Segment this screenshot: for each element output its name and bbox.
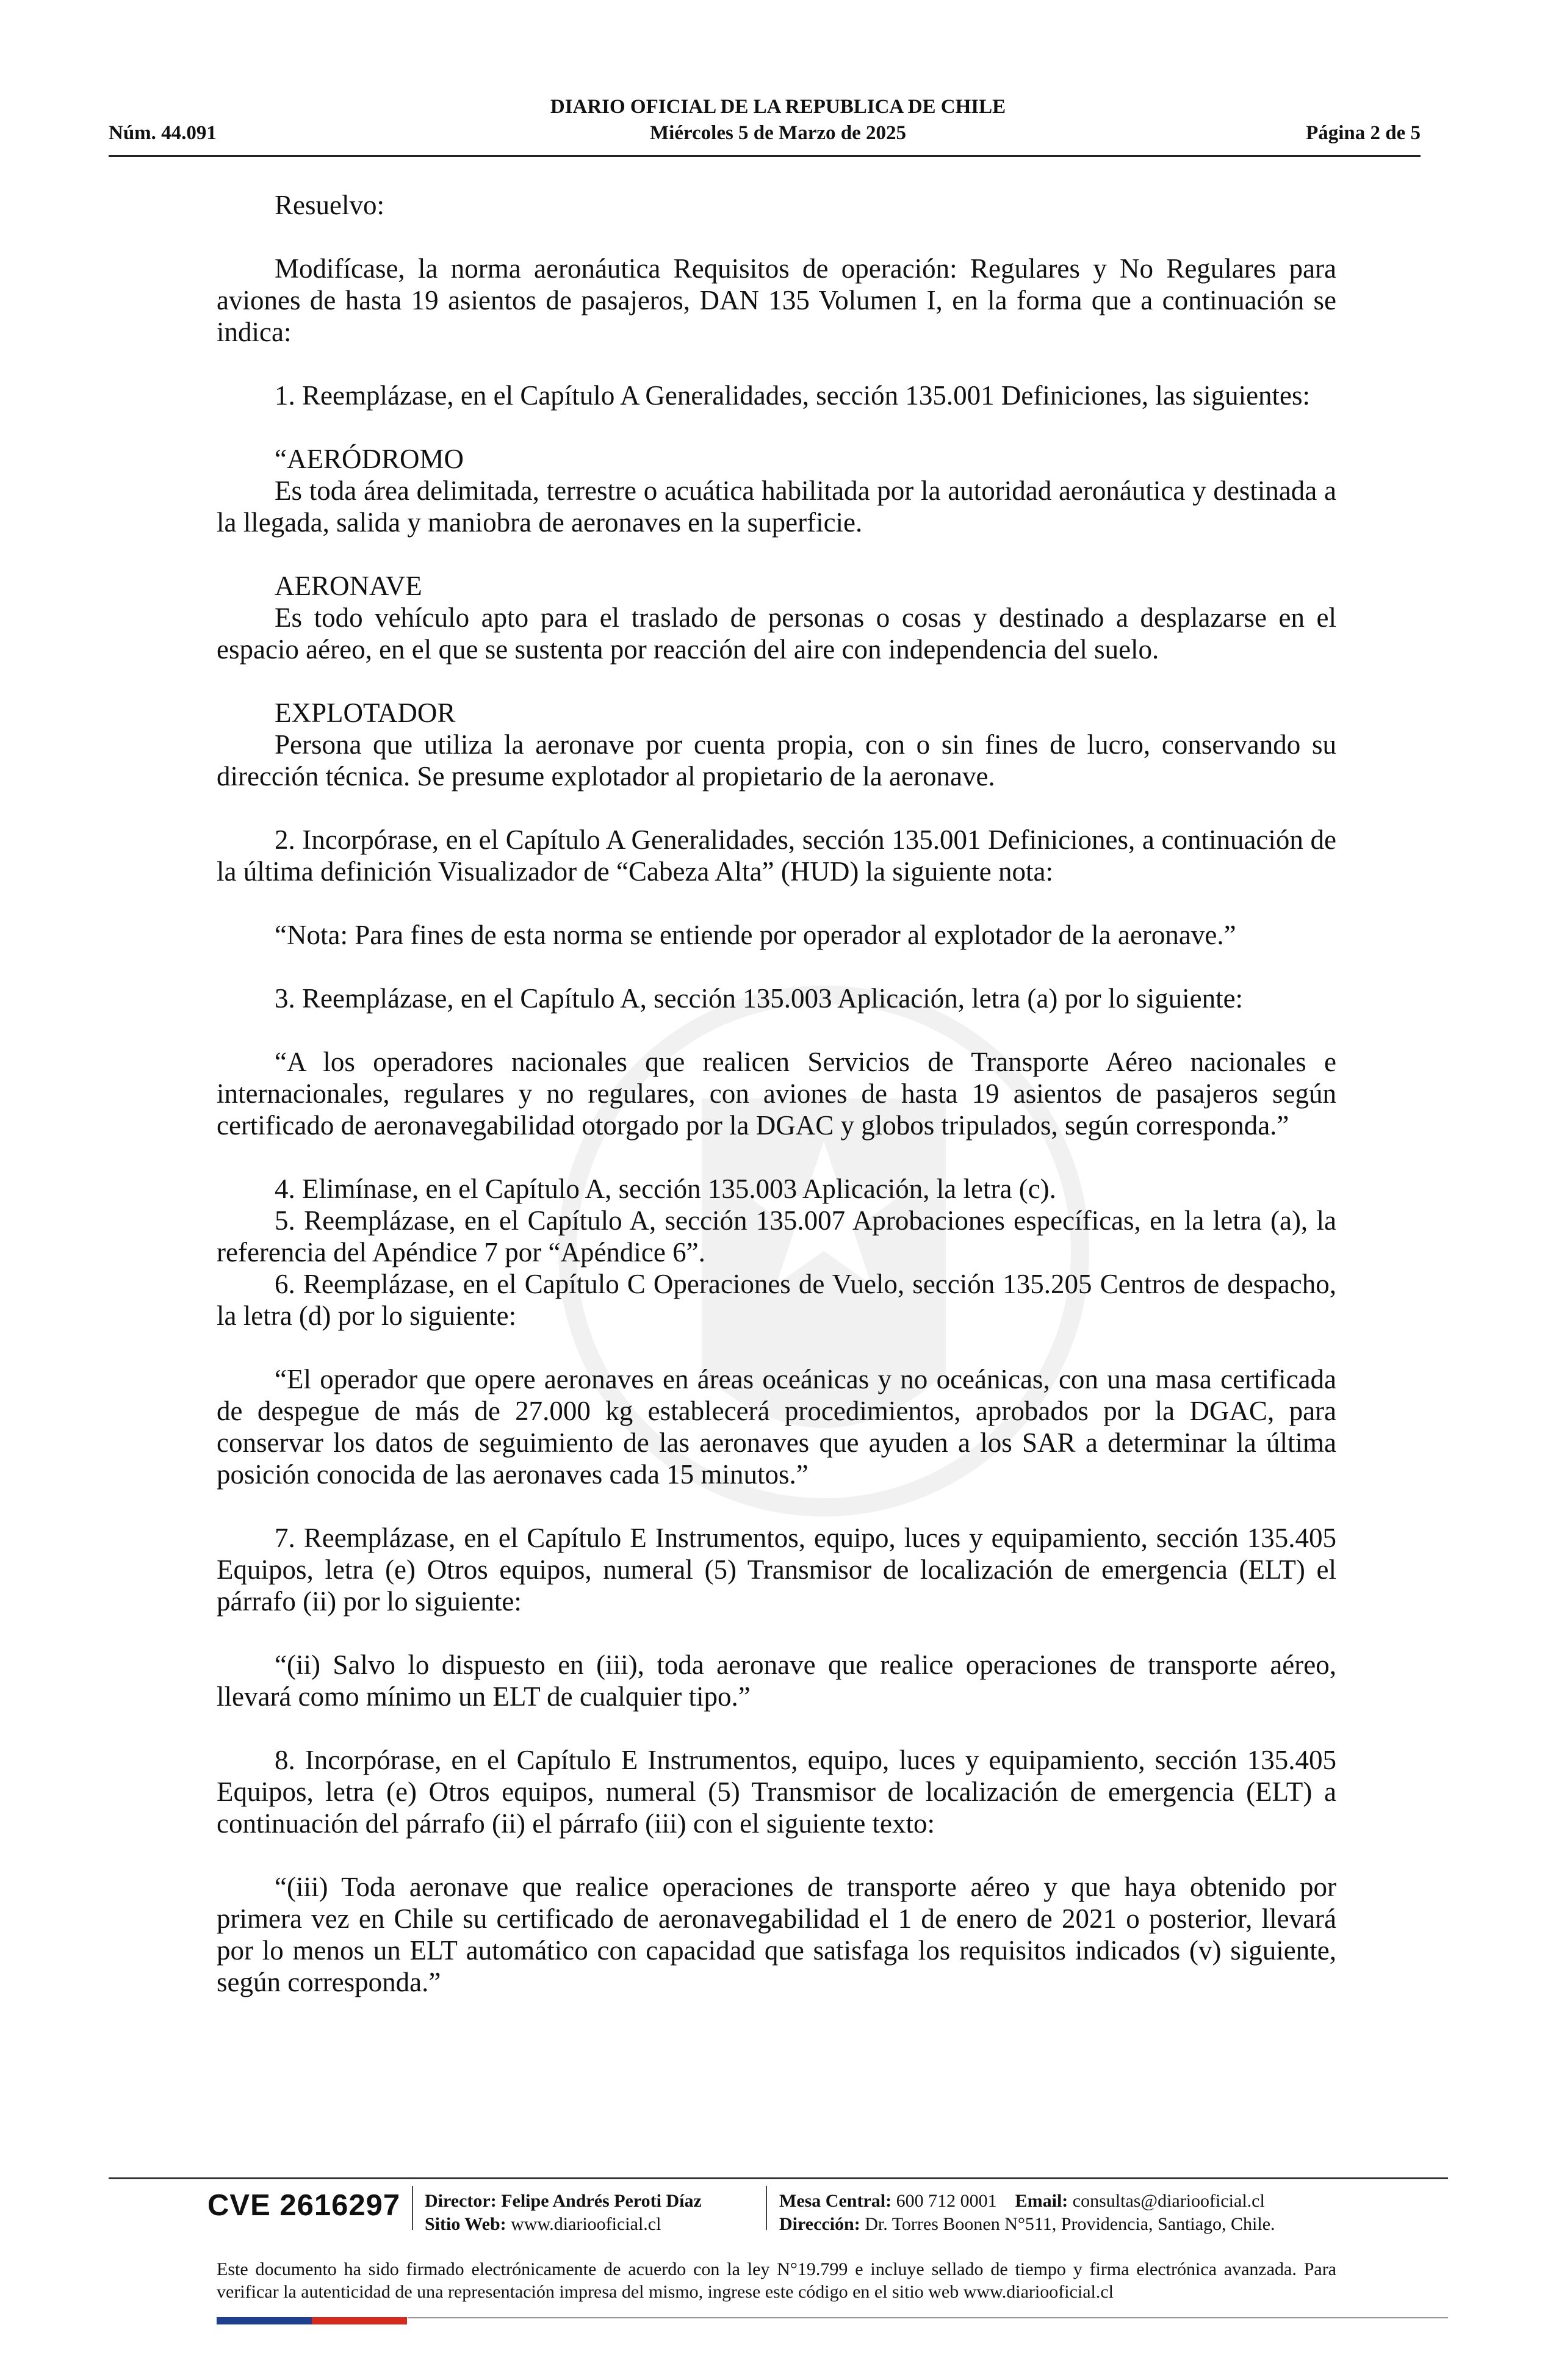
page-indicator: Página 2 de 5 bbox=[1306, 122, 1421, 144]
director-name: Felipe Andrés Peroti Díaz bbox=[501, 2191, 702, 2211]
flag-blue-segment bbox=[217, 2317, 312, 2324]
item-7-quote: “(ii) Salvo lo dispuesto en (iii), toda aeronave que realice operaciones de transporte aéreo, llevará como mínimo un ELT de cualquier tipo.” bbox=[217, 1650, 1336, 1712]
bottom-rule bbox=[408, 2317, 1448, 2318]
publication-title: DIARIO OFICIAL DE LA REPUBLICA DE CHILE bbox=[550, 96, 1006, 118]
footer-divider bbox=[109, 2177, 1448, 2179]
legal-notice: Este documento ha sido firmado electrónicamente de acuerdo con la ley N°19.799 e incluye sellado de tiempo y firma electrónica avanzada. Para verificar la autenticidad de una representación impresa del mismo, ingrese este código en el sitio web www.diariooficial.cl bbox=[217, 2259, 1336, 2302]
footer-contact-block bbox=[779, 2190, 1275, 2236]
item-5: 5. Reemplázase, en el Capítulo A, sección 135.007 Aprobaciones específicas, en la letra (a), la referencia del Apéndice 7 por “Apéndice 6”. bbox=[217, 1205, 1336, 1268]
cve-code: CVE 2616297 bbox=[207, 2189, 401, 2222]
header-divider bbox=[109, 155, 1421, 157]
item-7: 7. Reemplázase, en el Capítulo E Instrumentos, equipo, luces y equipamiento, sección 135.405 Equipos, letra (e) Otros equipos, numeral (5) Transmisor de localización de emergencia (ELT) el párrafo (ii) por lo siguiente: bbox=[217, 1523, 1336, 1617]
footer-director-block bbox=[425, 2190, 702, 2236]
issue-number: Núm. 44.091 bbox=[109, 122, 217, 144]
item-1: 1. Reemplázase, en el Capítulo A Generalidades, sección 135.001 Definiciones, las siguientes: bbox=[275, 380, 1311, 411]
document-body bbox=[217, 189, 1336, 1998]
site-label: Sitio Web: bbox=[425, 2214, 506, 2234]
address-value: Dr. Torres Boonen N°511, Providencia, Santiago, Chile. bbox=[865, 2214, 1275, 2234]
footer-separator bbox=[766, 2186, 767, 2230]
item-3-quote: “A los operadores nacionales que realicen Servicios de Transporte Aéreo nacionales e internacionales, regulares y no regulares, con aviones de hasta 19 asientos de pasajeros según certificado de aeronavegabilidad otorgado por la DGAC y globos tripulados, según corresponda.” bbox=[217, 1047, 1336, 1141]
item-4: 4. Elimínase, en el Capítulo A, sección 135.003 Aplicación, la letra (c). bbox=[275, 1174, 1056, 1204]
definition-text: Persona que utiliza la aeronave por cuenta propia, con o sin fines de lucro, conservando su dirección técnica. Se presume explotador al propietario de la aeronave. bbox=[217, 729, 1336, 792]
mesa-label: Mesa Central: bbox=[779, 2191, 892, 2211]
mesa-phone: 600 712 0001 bbox=[896, 2191, 997, 2211]
resuelvo-heading: Resuelvo: bbox=[275, 190, 384, 220]
definition-term: AERONAVE bbox=[275, 571, 422, 601]
item-6-quote: “El operador que opere aeronaves en áreas oceánicas y no oceánicas, con una masa certificada de despegue de más de 27.000 kg establecerá procedimientos, aprobados por la DGAC, para conservar los datos de seguimiento de las aeronaves que ayuden a los SAR a determinar la última posición conocida de las aeronaves cada 15 minutos.” bbox=[217, 1364, 1336, 1490]
item-3: 3. Reemplázase, en el Capítulo A, sección 135.003 Aplicación, letra (a) por lo siguiente: bbox=[275, 983, 1244, 1014]
definition-term: EXPLOTADOR bbox=[275, 698, 456, 728]
item-2-quote: “Nota: Para fines de esta norma se entiende por operador al explotador de la aeronave.” bbox=[275, 920, 1236, 950]
director-label: Director: bbox=[425, 2191, 497, 2211]
email-label: Email: bbox=[1015, 2191, 1068, 2211]
address-label: Dirección: bbox=[779, 2214, 860, 2234]
definition-text: Es toda área delimitada, terrestre o acuática habilitada por la autoridad aeronáutica y destinada a la llegada, salida y maniobra de aeronaves en la superficie. bbox=[217, 475, 1336, 538]
footer-separator bbox=[412, 2186, 413, 2230]
intro-paragraph: Modifícase, la norma aeronáutica Requisitos de operación: Regulares y No Regulares para aviones de hasta 19 asientos de pasajeros, DAN 135 Volumen I, en la forma que a continuación se indica: bbox=[217, 253, 1336, 347]
item-6: 6. Reemplázase, en el Capítulo C Operaciones de Vuelo, sección 135.205 Centros de despacho, la letra (d) por lo siguiente: bbox=[217, 1269, 1336, 1331]
flag-stripe bbox=[217, 2317, 407, 2324]
item-2: 2. Incorpórase, en el Capítulo A Generalidades, sección 135.001 Definiciones, a continuación de la última definición Visualizador de “Cabeza Alta” (HUD) la siguiente nota: bbox=[217, 824, 1336, 887]
definition-term: “AERÓDROMO bbox=[275, 444, 464, 474]
email-link[interactable]: consultas@diariooficial.cl bbox=[1072, 2191, 1265, 2211]
item-8-quote: “(iii) Toda aeronave que realice operaciones de transporte aéreo y que haya obtenido por primera vez en Chile su certificado de aeronavegabilidad el 1 de enero de 2021 o posterior, llevará por lo menos un ELT automático con capacidad que satisfaga los requisitos indicados (v) siguiente, según corresponda.” bbox=[217, 1872, 1336, 1997]
flag-red-segment bbox=[312, 2317, 407, 2324]
publication-date: Miércoles 5 de Marzo de 2025 bbox=[649, 122, 906, 144]
site-link[interactable]: www.diariooficial.cl bbox=[511, 2214, 661, 2234]
item-8: 8. Incorpórase, en el Capítulo E Instrumentos, equipo, luces y equipamiento, sección 135.405 Equipos, letra (e) Otros equipos, numeral (5) Transmisor de localización de emergencia (ELT) a continuación del párrafo (ii) el párrafo (iii) con el siguiente texto: bbox=[217, 1745, 1336, 1839]
definition-text: Es todo vehículo apto para el traslado de personas o cosas y destinado a desplazarse en el espacio aéreo, en el que se sustenta por reacción del aire con independencia del suelo. bbox=[217, 602, 1336, 665]
